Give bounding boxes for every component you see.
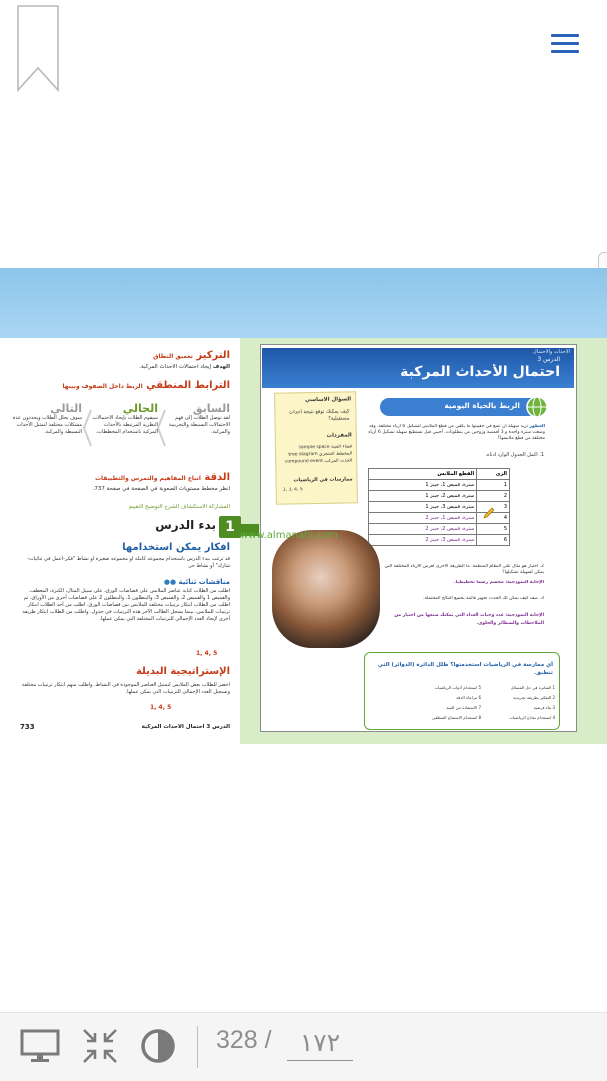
alt-strategy-heading: الإستراتيجية البديلة: [135, 666, 230, 677]
alt-strategy-text: أحضر للطلاب بعض الملابس لتمثيل العناصر الموجودة في النشاط. واطلب منهم ابتكار ترتيبات مختلفة وتسجيل العدد الإجمالي للترتيبات التي يمكن عملها.: [21, 682, 230, 695]
table-row: 1 سترة، قميص 1، جينز 1: [369, 480, 510, 491]
focus-heading: التركيز تعميق النطاق: [153, 350, 230, 361]
bookmark-icon[interactable]: [14, 4, 62, 94]
real-world-heading: الربط بالحياة اليومية: [444, 401, 520, 410]
vocab-item: المخطط الشجري tree diagram: [288, 451, 353, 458]
question-1: 1. أكمل الجدول الوارد أدناه.: [485, 452, 544, 458]
practice-item[interactable]: 4 استخدام نماذج الرياضيات: [509, 715, 555, 720]
answer-2: الإجابة النموذجية: مجسم رسما تخطيطيا.: [454, 580, 544, 585]
column-next: التالي سوف يحلل الطلاب ويحددون عدة مشكلات مختلفة لتمثيل الأحداث البسيطة والمركبة.: [12, 402, 82, 435]
practice-item[interactable]: 3 بناء فرضية: [533, 705, 555, 710]
phase-tags: المشاركة الاستكشاف الشرح التوضيح التقييم: [128, 504, 230, 510]
table-header: الزي: [477, 469, 510, 480]
table-row: 5 سترة، قميص 2، جينز 2: [369, 524, 510, 535]
essential-question-text: كيف يمكنك توقع نتيجة أحداث مستقبلية؟: [288, 408, 350, 422]
column-previous: السابق لقد توصل الطلاب إلى فهم الاحتمالات البسيطة والتجريبية والمركبة.: [168, 402, 230, 435]
chevron-right-icon: [82, 408, 92, 448]
practice-item[interactable]: 8 استخدام الاستنتاج المنطقي: [432, 715, 481, 720]
real-world-text: العطور تريد سهيلة أن تضع في حقيبتها ما يكفي من قطع الملابس لتشكيل 6 أزياء مختلفة. وقد وضعت سترة واحدة و 3 أقمصة وزوجين من بنطلونات. أجيبي قيل تستطيع سهيلة تشكيل 6 أزياء مختلفة من قطع ملابسها؟: [368, 424, 545, 441]
contrast-icon[interactable]: [138, 1026, 178, 1066]
lesson-step-number: 1: [219, 516, 241, 538]
practice-refs: 1, 3, 4, 5: [282, 487, 303, 493]
practice-item[interactable]: 6 مراعاة الدقة: [456, 695, 481, 700]
column-current: الحالي سيقوم الطلاب بإيجاد الاحتمالات النظرية المرتبطة بالأحداث المركبة باستخدام المخططات.: [92, 402, 158, 435]
pairs-text: اطلب من الطلاب كتابة عناصر الملابس على قصاصات الورق، على سبيل المثال، الكنزة، المعطف، والقميص 1 والقميص 2، والقميص 3، والبنطلون 1، والبنطلون 2 على قصاصات أخرى من الأوراق. ثم اطلب من الطلاب ابتكار ترتيبات مختلفة للملابس بين قصاصات الورق. اطلب من أحد الطلاب ابتكار ترتيبات للملابس، بينما يسجل الطالب الآخر هذه الترتيبات في جدول. واطلب من الطلاب ابتكار طريقة أخرى لإيجاد العدد الإجمالي للترتيبات المختلفة التي يمكن عملها.: [22, 588, 230, 622]
lesson-label: الدرس 3: [537, 356, 560, 363]
fit-screen-icon[interactable]: [80, 1026, 120, 1066]
practice-question: أي ممارسة في الرياضيات استخدمتها؟ ظلل الدائرة (الدوائر) التي تنطبق.: [377, 662, 553, 676]
page-number-input[interactable]: [287, 1026, 353, 1061]
vocabulary-label: المفردات: [326, 432, 352, 439]
unit-tag: الأحداث والاحتمال: [533, 349, 570, 355]
ideas-text: قد ترغب ببدء الدرس باستخدام مجموعة كاملة أو مجموعة صغيرة أو نشاط "فكّر-اعمل في ثنائيات-شارك" أو نشاط حر.: [27, 556, 230, 569]
table-row: 4 سترة، قميص 1، جينز 2: [369, 513, 510, 524]
pencil-icon: [482, 506, 496, 520]
ideas-heading: أفكار يمكن استخدامها: [122, 542, 230, 553]
practice-item[interactable]: 5 استخدام أدوات الرياضيات: [434, 685, 481, 690]
vocab-item: الحدث المركب compound event: [284, 458, 353, 465]
pairs-heading: مناقشات ثنائية ●●: [163, 578, 230, 586]
table-header: القطع الملابس: [369, 469, 477, 480]
question-2: 2. اختيار هو مثال على النظام المنظمة. ما الطريقة الأخرى لعرض الأزياء المختلفة التي يمكن لسهيلة تشكيلها؟: [384, 564, 544, 575]
watermark-text: www.almanahj.com: [240, 530, 338, 541]
table-row: 2 سترة، قميص 2، جينز 1: [369, 491, 510, 502]
table-row: 3 سترة، قميص 3، جينز 1: [369, 502, 510, 513]
lesson-start-heading: بدء الدرس: [155, 518, 216, 532]
table-row: 6 سترة، قميص 3، جينز 2: [369, 535, 510, 546]
page-spread-header-band: [0, 268, 607, 338]
essential-question-label: السؤال الأساسي: [305, 396, 352, 404]
question-3: 3. صف كيف يمكن لك الحدث تجهيز قائمة بجميع النتائج المحتملة.: [423, 596, 544, 601]
page-footer-number: 733: [20, 723, 35, 731]
students-photo: [272, 530, 380, 648]
globe-icon: [526, 396, 548, 418]
vocab-item: فضاء العينة sample space: [298, 444, 353, 451]
practice-item[interactable]: 7 الاستفادة من البنية: [446, 705, 481, 710]
lesson-title: احتمال الأحداث المركبة: [400, 364, 560, 380]
toolbar-divider: [197, 1026, 198, 1068]
desktop-icon[interactable]: [20, 1026, 60, 1066]
math-practice-box: [364, 652, 560, 730]
sticky-note: [274, 391, 358, 504]
practice-item[interactable]: 2 التفكير بطريقة تجريدية: [513, 695, 555, 700]
practice-item[interactable]: 1 المثابرة في حل المسائل: [510, 685, 555, 690]
rigor-heading: الدقة اتباع المفاهيم والتمرس والتطبيقات: [94, 472, 230, 483]
coherence-heading: الترابط المنطقي الربط داخل الصفوف وبينها: [62, 380, 230, 391]
pairs-group-icon: ●●: [163, 578, 177, 586]
hamburger-menu-icon[interactable]: [551, 34, 579, 54]
alt-practice-refs: 1, 4, 5: [150, 704, 172, 711]
page-total: 328 /: [216, 1026, 272, 1054]
practice-label: ممارسات في الرياضيات: [293, 476, 353, 484]
goal-line: الهدف إيجاد احتمالات الأحداث المركبة.: [139, 364, 230, 370]
page-footer-label: الدرس 3 احتمال الأحداث المركبة: [141, 724, 230, 730]
rigor-text: انظر مخطط مستويات الصعوبة في الصفحة في صفحة 737.: [92, 486, 230, 492]
answer-3: الإجابة النموذجية: عدد وجبات الغداء التي يمكنك صنعها من اختيار من الملاحظات والشطائر والحلوى.: [394, 613, 544, 626]
pairs-practice-refs: 1, 4, 5: [196, 650, 218, 657]
